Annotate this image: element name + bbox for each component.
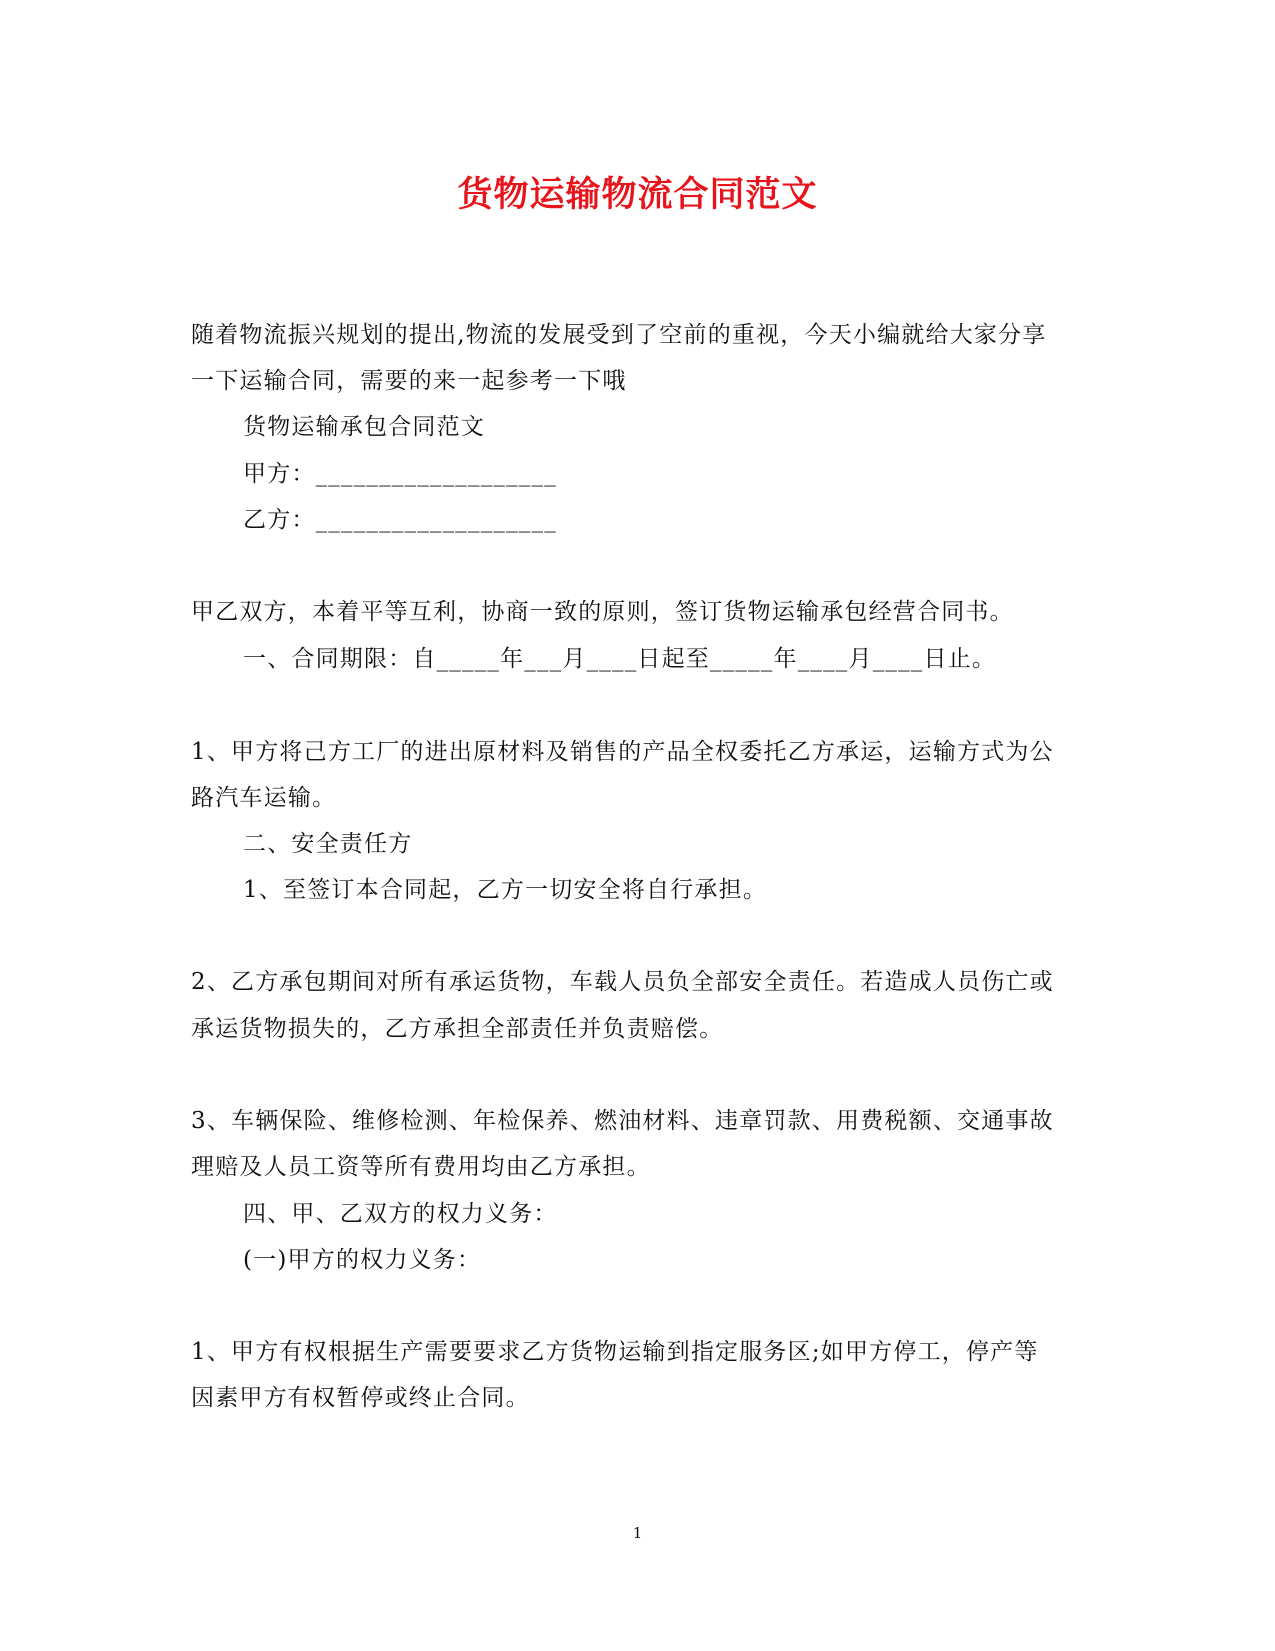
party-a-line: 甲方：___________________ — [243, 461, 557, 487]
section-2-heading: 二、安全责任方 — [243, 831, 413, 857]
intro-line-2: 一下运输合同，需要的来一起参考一下哦 — [191, 368, 627, 394]
intro-line-1: 随着物流振兴规划的提出,物流的发展受到了空前的重视，今天小编就给大家分享 — [191, 322, 1047, 348]
item-1-line-1: 1、甲方将己方工厂的进出原材料及销售的产品全权委托乙方承运，运输方式为公 — [191, 739, 1054, 765]
section-4-heading: 四、甲、乙双方的权力义务： — [243, 1201, 558, 1227]
section-2-item-3-line-2: 理赔及人员工资等所有费用均由乙方承担。 — [191, 1154, 651, 1180]
preamble: 甲乙双方，本着平等互利，协商一致的原则，签订货物运输承包经营合同书。 — [191, 599, 1014, 625]
party-a-item-1-line-2: 因素甲方有权暂停或终止合同。 — [191, 1385, 530, 1411]
party-a-item-1-line-1: 1、甲方有权根据生产需要要求乙方货物运输到指定服务区;如甲方停工，停产等 — [191, 1339, 1039, 1365]
section-2-item-2-line-1: 2、乙方承包期间对所有承运货物，车载人员负全部安全责任。若造成人员伤亡或 — [191, 969, 1054, 995]
section-2-item-3-line-1: 3、车辆保险、维修检测、年检保养、燃油材料、违章罚款、用费税额、交通事故 — [191, 1108, 1054, 1134]
contract-term: 一、合同期限：自_____年___月____日起至_____年____月____日止。 — [243, 646, 997, 672]
item-1-line-2: 路汽车运输。 — [191, 785, 337, 811]
section-2-item-2-line-2: 承运货物损失的，乙方承担全部责任并负责赔偿。 — [191, 1016, 724, 1042]
party-b-line: 乙方：___________________ — [243, 507, 557, 533]
page-number: 1 — [632, 1524, 643, 1542]
contract-title: 货物运输承包合同范文 — [243, 414, 485, 440]
document-title: 货物运输物流合同范文 — [457, 174, 818, 215]
subsection-1-heading: (一)甲方的权力义务： — [243, 1247, 482, 1273]
section-2-item-1: 1、至签订本合同起，乙方一切安全将自行承担。 — [243, 877, 768, 903]
